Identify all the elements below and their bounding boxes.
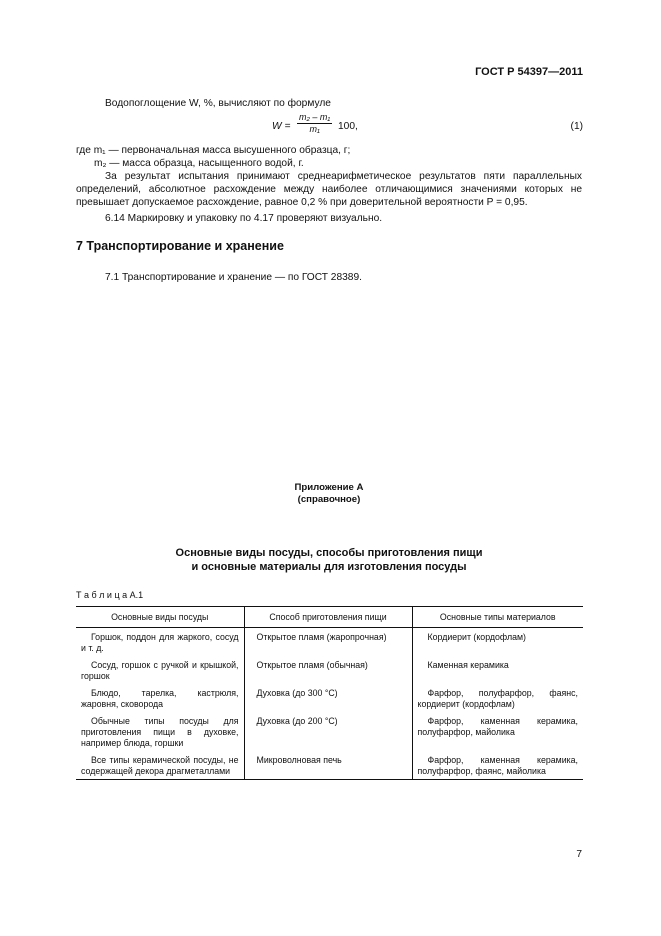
clause-6-14: 6.14 Маркировку и упаковку по 4.17 проверяют визуально. [105, 213, 383, 224]
formula-factor: 100, [338, 121, 358, 132]
appendix-kind: (справочное) [297, 494, 361, 505]
formula-numerator: m₂ – m₁ [299, 112, 331, 122]
table-row [76, 712, 583, 751]
table-caption: Т а б л и ц а А.1 [76, 590, 144, 600]
formula-lhs: W = [272, 121, 291, 132]
table-cell-materials: Каменная керамика [427, 660, 509, 670]
table-cell-materials: Фарфор, полуфарфор, фаянс, кордиерит (кордофлам) [417, 688, 578, 709]
table-cell-materials: Кордиерит (кордофлам) [427, 632, 526, 642]
clause-7-1: 7.1 Транспортирование и хранение — по ГОСТ 28389. [105, 272, 362, 283]
table-cell-dish-type: Горшок, поддон для жаркого, сосуд и т. д. [76, 628, 244, 657]
table-row [76, 684, 583, 712]
appendix-label: Приложение А [294, 482, 364, 493]
formula-fraction [297, 112, 332, 135]
page-number: 7 [576, 849, 582, 860]
table-a1 [76, 606, 583, 780]
where-line-1: где m₁ — первоначальная масса высушенного образца, г; [76, 145, 351, 156]
table-header-dish-type: Основные виды посуды [76, 607, 244, 628]
table-cell-cooking-method: Открытое пламя (обычная) [244, 656, 412, 684]
formula [272, 112, 472, 142]
section-7-title: 7 Транспортирование и хранение [76, 239, 284, 253]
table-cell-dish-type: Сосуд, горшок с ручкой и крышкой, горшок [76, 656, 244, 684]
table-cell-materials: Фарфор, каменная керамика, полуфарфор, майолика [417, 716, 578, 737]
standard-header: ГОСТ Р 54397—2011 [475, 66, 583, 78]
table-cell-cooking-method: Духовка (до 200 °С) [244, 712, 412, 751]
where-line-2: m₂ — масса образца, насыщенного водой, г. [94, 158, 304, 169]
table-cell-dish-type: Блюдо, тарелка, кастрюля, жаровня, сковорода [76, 684, 244, 712]
table-row [76, 628, 583, 657]
formula-number: (1) [570, 121, 583, 132]
table-cell-cooking-method: Духовка (до 300 °С) [244, 684, 412, 712]
table-cell-cooking-method: Открытое пламя (жаропрочная) [244, 628, 412, 657]
table-cell-materials: Фарфор, каменная керамика, полуфарфор, фаянс, майолика [417, 755, 578, 776]
table-cell-dish-type: Все типы керамической посуды, не содержащей декора драгметаллами [76, 751, 244, 780]
table-row [76, 751, 583, 780]
formula-intro: Водопоглощение W, %, вычисляют по формуле [105, 98, 331, 109]
appendix-title-line-2: и основные материалы для изготовления посуды [191, 561, 467, 573]
appendix-title-line-1: Основные виды посуды, способы приготовления пищи [175, 547, 483, 559]
table-header-cooking-method: Способ приготовления пищи [244, 607, 412, 628]
table-cell-dish-type: Обычные типы посуды для приготовления пищи в духовке, например блюда, горшки [76, 712, 244, 751]
result-paragraph: За результат испытания принимают среднеарифметическое результатов пяти параллельных определений, абсолютное расхождение между наиболее отличающимися значениями которых не превышает допускаемое расхождение, равное 0,2 % при доверительной вероятности P = 0,95. [76, 171, 582, 208]
formula-denominator: m₁ [309, 124, 320, 134]
table-header-row [76, 607, 583, 628]
table-row [76, 656, 583, 684]
table-cell-cooking-method: Микроволновая печь [244, 751, 412, 780]
table-header-materials: Основные типы материалов [439, 611, 556, 622]
